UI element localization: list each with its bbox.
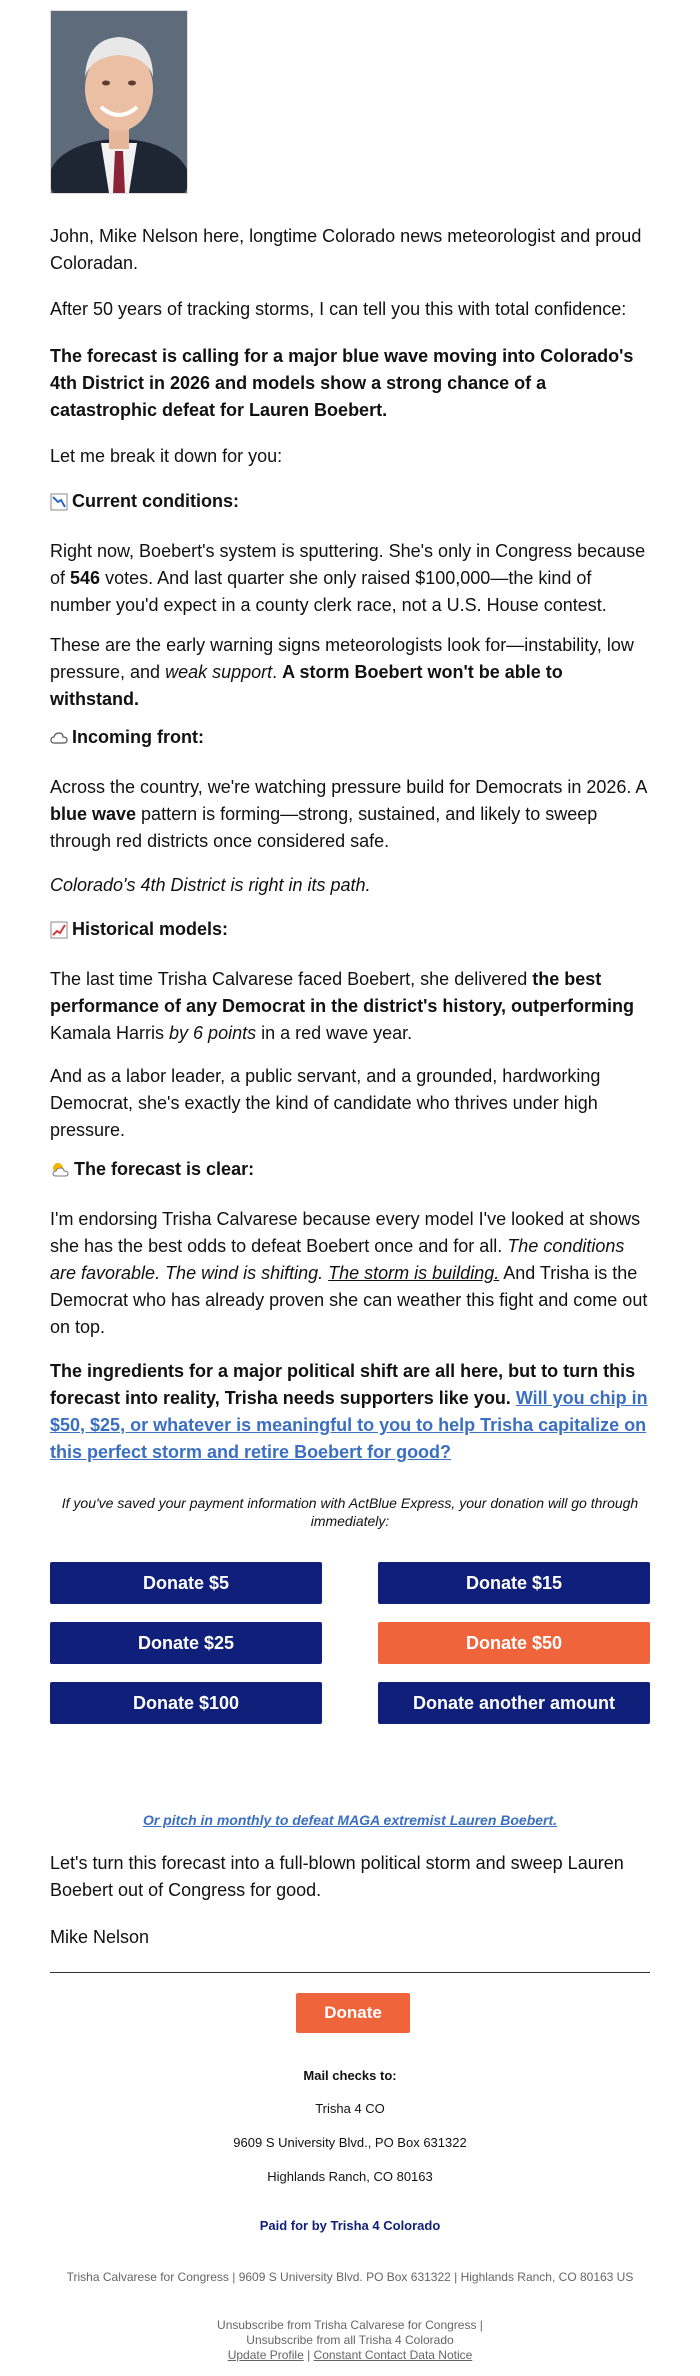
- current-p1: Right now, Boebert's system is sputtering. She's only in Congress because of 546 votes. And last quarter she only raised $100,000—the kind of number you'd expect in a county clerk race, not a U.S. House contest.: [50, 541, 646, 615]
- historical-p1: The last time Trisha Calvarese faced Boebert, she delivered the best performance of any Democrat in the district's history, outperforming Kamala Harris by 6 points in a red wave year.: [50, 969, 635, 1043]
- mail-address-line2: Highlands Ranch, CO 80163: [267, 2169, 433, 2184]
- donate-other-button[interactable]: Donate another amount: [378, 1682, 650, 1724]
- divider: [50, 1972, 650, 1973]
- legal-address: Trisha Calvarese for Congress | 9609 S University Blvd. PO Box 631322 | Highlands Ranch, CO 80163 US: [66, 2270, 634, 2284]
- signature: Mike Nelson: [50, 1927, 150, 1947]
- incoming-front-heading: [50, 727, 650, 748]
- unsubscribe-link-2[interactable]: Unsubscribe from all Trisha 4 Colorado: [246, 2333, 454, 2347]
- incoming-p1: Across the country, we're watching pressure build for Democrats in 2026. A blue wave pattern is forming—strong, sustained, and likely to sweep through red districts once considered safe.: [50, 777, 647, 851]
- current-p2: These are the early warning signs meteorologists look for—instability, low pressure, and weak support. A storm Boebert won't be able to withstand.: [50, 635, 634, 709]
- incoming-p2: Colorado's 4th District is right in its path.: [50, 875, 371, 895]
- historical-models-title: Historical models:: [72, 919, 229, 939]
- current-conditions-heading: [50, 491, 650, 512]
- bold-forecast-text: The forecast is calling for a major blue wave moving into Colorado's 4th District in 2026 and models show a strong chance of a catastrophic defeat for Lauren Boebert.: [50, 346, 634, 420]
- current-conditions-title: Current conditions:: [72, 491, 239, 511]
- monthly-donation-link[interactable]: Or pitch in monthly to defeat MAGA extremist Lauren Boebert.: [142, 1812, 558, 1828]
- break-down-text: Let me break it down for you:: [50, 446, 283, 466]
- cloud-icon: [50, 729, 68, 747]
- closing-text: Let's turn this forecast into a full-blown political storm and sweep Lauren Boebert out of Congress for good.: [50, 1853, 624, 1900]
- historical-models-heading: [50, 919, 650, 940]
- incoming-front-title: Incoming front:: [72, 727, 204, 747]
- unsubscribe-link-1[interactable]: Unsubscribe from Trisha Calvarese for Congress |: [217, 2318, 483, 2332]
- confidence-text: After 50 years of tracking storms, I can tell you this with total confidence:: [50, 299, 627, 319]
- actblue-note: If you've saved your payment information with ActBlue Express, your donation will go through immediately:: [61, 1495, 639, 1529]
- chart-decreasing-icon: [50, 493, 68, 511]
- donate-15-button[interactable]: Donate $15: [378, 1562, 650, 1604]
- vote-count: 546: [70, 568, 101, 588]
- sun-behind-cloud-icon: [50, 1161, 70, 1179]
- forecast-clear-heading: [50, 1159, 650, 1180]
- data-notice-link[interactable]: Constant Contact Data Notice: [313, 2348, 473, 2362]
- clear-p2: The ingredients for a major political shift are all here, but to turn this forecast into reality, Trisha needs supporters like you. Will you chip in $50, $25, or whatever is meaningful to you to help Trisha capitalize on this perfect storm and retire Boebert for good?: [50, 1361, 648, 1462]
- mail-org: Trisha 4 CO: [315, 2101, 385, 2116]
- update-profile-link[interactable]: Update Profile: [227, 2348, 304, 2362]
- clear-p1: I'm endorsing Trisha Calvarese because every model I've looked at shows she has the best odds to defeat Boebert once and for all. The conditions are favorable. The wind is shifting. The storm is building. And Trisha is the Democrat who has already proven she can weather this fight and come out on top.: [50, 1209, 648, 1337]
- mail-address-line1: 9609 S University Blvd., PO Box 631322: [233, 2135, 467, 2150]
- donate-100-button[interactable]: Donate $100: [50, 1682, 322, 1724]
- footer-links: Update Profile | Constant Contact Data Notice: [227, 2348, 473, 2362]
- historical-p2: And as a labor leader, a public servant, and a grounded, hardworking Democrat, she's exactly the kind of candidate who thrives under high pressure.: [50, 1066, 601, 1140]
- donate-5-button[interactable]: Donate $5: [50, 1562, 322, 1604]
- chip-in-link[interactable]: Will you chip in $50, $25, or whatever is meaningful to you to help Trisha capitalize on this perfect storm and retire Boebert for good?: [50, 1388, 648, 1462]
- forecast-clear-title: The forecast is clear:: [74, 1159, 255, 1179]
- greeting-text: John, Mike Nelson here, longtime Colorado news meteorologist and proud Coloradan.: [50, 226, 642, 273]
- author-photo: [50, 10, 188, 194]
- donate-25-button[interactable]: Donate $25: [50, 1622, 322, 1664]
- paid-for-disclaimer: Paid for by Trisha 4 Colorado: [259, 2218, 441, 2233]
- chart-increasing-icon: [50, 921, 68, 939]
- mail-checks-label: Mail checks to:: [303, 2068, 397, 2083]
- donate-50-button[interactable]: Donate $50: [378, 1622, 650, 1664]
- footer-donate-button[interactable]: Donate: [296, 1993, 410, 2033]
